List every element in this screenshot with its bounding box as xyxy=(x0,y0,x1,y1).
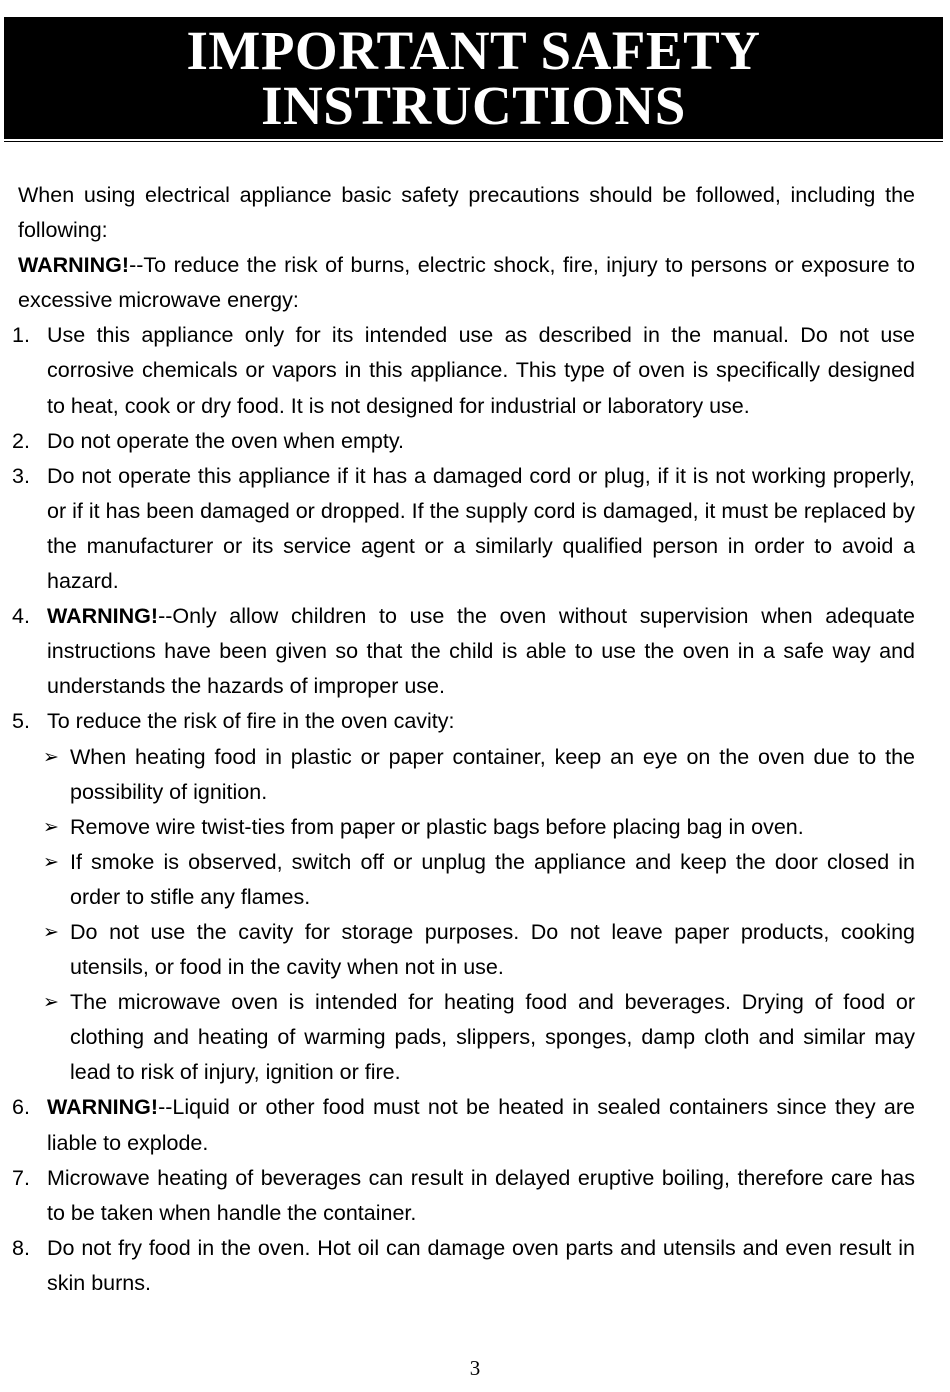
arrow-bullet-icon: ➢ xyxy=(43,746,59,768)
sublist-item-text: Remove wire twist-ties from paper or plastic bags before placing bag in oven. xyxy=(70,814,804,839)
item-number: 8. xyxy=(12,1235,30,1260)
safety-list xyxy=(12,318,915,1301)
item-text: Do not fry food in the oven. Hot oil can damage oven parts and utensils and even result in skin burns. xyxy=(47,1235,915,1295)
item-text: Do not operate this appliance if it has a damaged cord or plug, if it is not working properly, or if it has been damaged or dropped. If the supply cord is damaged, it must be replaced by the manufacturer or its service agent or a similarly qualified person in order to avoid a hazard. xyxy=(47,463,915,594)
list-item xyxy=(12,1090,915,1160)
item-warning-label: WARNING! xyxy=(47,1095,159,1120)
intro-paragraph: When using electrical appliance basic safety precautions should be followed, including the following: xyxy=(18,183,915,243)
list-item xyxy=(12,704,915,1090)
arrow-bullet-icon: ➢ xyxy=(43,851,59,873)
item-text: --Liquid or other food must not be heated in sealed containers since they are liable to explode. xyxy=(47,1095,915,1155)
warning-text: --To reduce the risk of burns, electric shock, fire, injury to persons or exposure to excessive microwave energy: xyxy=(18,253,915,313)
general-warning xyxy=(18,248,915,318)
arrow-bullet-icon: ➢ xyxy=(43,816,59,838)
fire-risk-sublist xyxy=(43,740,915,1091)
sublist-item xyxy=(43,740,915,810)
sublist-item-text: When heating food in plastic or paper container, keep an eye on the oven due to the possibility of ignition. xyxy=(70,744,915,804)
sublist-item xyxy=(43,985,915,1090)
sublist-item-text: If smoke is observed, switch off or unplug the appliance and keep the door closed in order to stifle any flames. xyxy=(70,849,915,909)
title-line-2: INSTRUCTIONS xyxy=(261,75,686,136)
instructions-body xyxy=(12,178,915,1301)
title-line-1: IMPORTANT SAFETY xyxy=(186,20,761,81)
item-text: To reduce the risk of fire in the oven cavity: xyxy=(47,709,455,734)
list-item xyxy=(12,599,915,704)
list-item xyxy=(12,318,915,423)
list-item xyxy=(12,1161,915,1231)
item-number: 1. xyxy=(12,323,30,348)
list-item xyxy=(12,424,915,459)
item-text: Use this appliance only for its intended use as described in the manual. Do not use corrosive chemicals or vapors in this appliance. This type of oven is specifically designed to heat, cook or dry food. It is not designed for industrial or laboratory use. xyxy=(47,323,915,418)
item-number: 4. xyxy=(12,604,30,629)
sublist-item xyxy=(43,915,915,985)
sublist-item-text: The microwave oven is intended for heating food and beverages. Drying of food or clothing and heating of warming pads, slippers, sponges, damp cloth and similar may lead to risk of injury, ignition or fire. xyxy=(70,990,915,1085)
item-warning-label: WARNING! xyxy=(47,604,159,629)
arrow-bullet-icon: ➢ xyxy=(43,921,59,943)
item-text: --Only allow children to use the oven without supervision when adequate instructions have been given so that the child is able to use the oven in a safe way and understands the hazards of improper use. xyxy=(47,604,915,699)
item-number: 3. xyxy=(12,463,30,488)
sublist-item-text: Do not use the cavity for storage purposes. Do not leave paper products, cooking utensils, or food in the cavity when not in use. xyxy=(70,919,915,980)
warning-label: WARNING! xyxy=(18,253,130,278)
item-number: 7. xyxy=(12,1165,30,1190)
list-item xyxy=(12,459,915,599)
sublist-item xyxy=(43,810,915,845)
item-number: 2. xyxy=(12,428,30,453)
title-underline xyxy=(4,141,943,142)
item-text: Microwave heating of beverages can result in delayed eruptive boiling, therefore care has to be taken when handle the container. xyxy=(47,1165,915,1225)
item-number: 5. xyxy=(12,709,30,734)
page-number: 3 xyxy=(469,1356,481,1380)
item-text: Do not operate the oven when empty. xyxy=(47,428,404,453)
list-item xyxy=(12,1231,915,1301)
arrow-bullet-icon: ➢ xyxy=(43,992,59,1014)
title-banner xyxy=(4,17,943,139)
sublist-item xyxy=(43,845,915,915)
item-number: 6. xyxy=(12,1095,30,1120)
